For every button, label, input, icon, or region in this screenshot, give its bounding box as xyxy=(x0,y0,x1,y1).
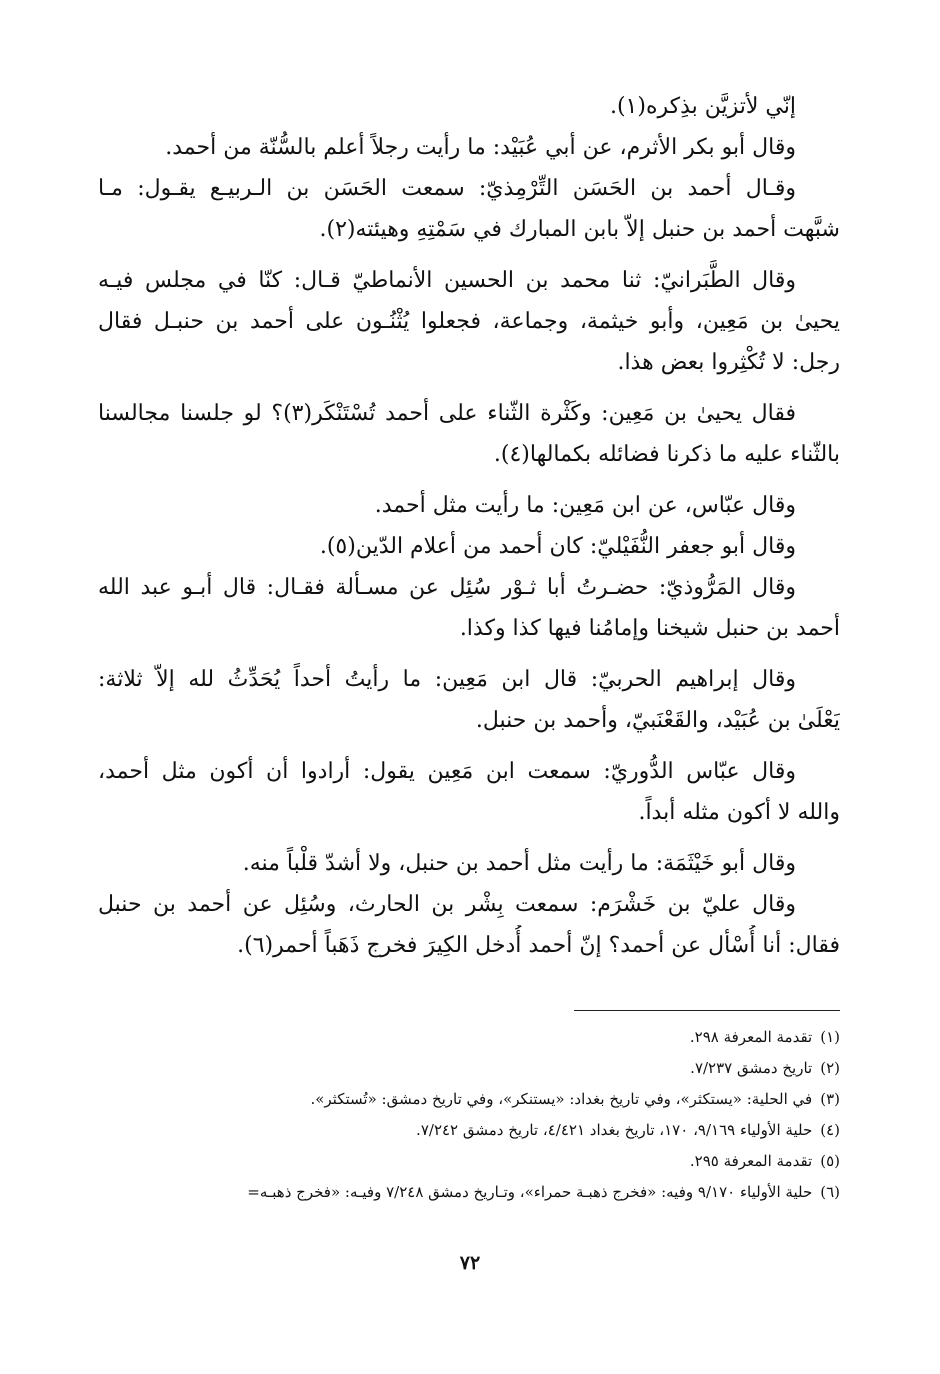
footnote xyxy=(98,1146,840,1177)
paragraph xyxy=(98,86,840,127)
text-line: إنّي لأتزيَّن بذِكره(١). xyxy=(609,94,796,119)
footnote xyxy=(98,1022,840,1053)
paragraph xyxy=(98,884,840,966)
paragraph xyxy=(98,751,840,833)
footnote xyxy=(98,1084,840,1115)
paragraph xyxy=(98,567,840,649)
text-line: والله لا أكون مثله أبداً. xyxy=(638,800,840,825)
footnote xyxy=(98,1115,840,1146)
footnote-text: حلية الأولياء ٩/١٧٠ وفيه: «فخرج ذهبـة حمراء»، وتـاريخ دمشق ٧/٢٤٨ وفيـه: «فخرج ذهبـه= xyxy=(247,1183,813,1201)
footnote-text: تقدمة المعرفة ٢٩٥. xyxy=(689,1152,813,1170)
footnote-text: حلية الأولياء ٩/١٦٩، ١٧٠، تاريخ بغداد ٤/٤٢١، تاريخ دمشق ٧/٢٤٢. xyxy=(416,1121,813,1139)
main-text xyxy=(98,86,840,966)
footnote-text: في الحلية: «يستكثر»، وفي تاريخ بغداد: «يستنكر»، وفي تاريخ دمشق: «تُستكثر». xyxy=(310,1090,813,1108)
text-line: وقال عبّاس الدُّوريّ: سمعت ابن مَعِين يقول: أرادوا أن أكون مثل أحمد، xyxy=(98,759,796,784)
text-line: يحيىٰ بن مَعِين، وأبو خيثمة، وجماعة، فجعلوا يُثْنُـون على أحمد بن حنبـل فقال xyxy=(98,309,840,334)
footnote-divider xyxy=(574,1010,840,1011)
text-line: فقال: أنا أُسْأل عن أحمد؟ إنّ أحمد أُدخل الكِيرَ فخرج ذَهَباً أحمر(٦). xyxy=(237,933,840,958)
text-line: وقال عليّ بن خَشْرَم: سمعت بِشْر بن الحارث، وسُئِل عن أحمد بن حنبل xyxy=(98,892,796,917)
text-line: يَعْلَىٰ بن عُبَيْد، والقَعْنَبيّ، وأحمد بن حنبل. xyxy=(475,708,840,733)
paragraph xyxy=(98,659,840,741)
text-line: وقال إبراهيم الحربيّ: قال ابن مَعِين: ما رأيتُ أحداً يُحَدِّثُ لله إلاّ ثلاثة: xyxy=(98,667,796,692)
footnote-number: (٤) xyxy=(820,1121,840,1139)
text-line: وقال أبو جعفر النُّفَيْليّ: كان أحمد من أعلام الدّين(٥). xyxy=(319,534,796,559)
paragraph xyxy=(98,127,840,168)
paragraph xyxy=(98,393,840,475)
paragraph xyxy=(98,526,840,567)
text-line: بالثّناء عليه ما ذكرنا فضائله بكمالها(٤). xyxy=(493,442,840,467)
text-line: رجل: لا تُكْثِروا بعض هذا. xyxy=(617,350,840,375)
text-line: وقال أبو خَيْثَمَة: ما رأيت مثل أحمد بن حنبل، ولا أشدّ قلْباً منه. xyxy=(242,851,796,876)
text-line: فقال يحيىٰ بن مَعِين: وكَثْرة الثّناء على أحمد تُسْتَنْكَر(٣)؟ لو جلسنا مجالسنا xyxy=(98,401,796,426)
text-line: وقال عبّاس، عن ابن مَعِين: ما رأيت مثل أحمد. xyxy=(374,493,796,518)
paragraph xyxy=(98,485,840,526)
text-line: شبَّهت أحمد بن حنبل إلاّ بابن المبارك في سَمْتِهِ وهيئته(٢). xyxy=(319,217,840,242)
page-number: ٧٢ xyxy=(459,1252,481,1274)
footnote xyxy=(98,1177,840,1208)
footnote-number: (٢) xyxy=(820,1059,840,1077)
text-line: وقال المَرُّوذيّ: حضـرتُ أبا ثـوْر سُئِل عن مسـألة فقـال: قال أبـو عبد الله xyxy=(98,575,796,600)
paragraph xyxy=(98,843,840,884)
text-line: وقال الطَّبَرانيّ: ثنا محمد بن الحسين الأنماطيّ قـال: كنّا في مجلس فيـه xyxy=(98,268,796,293)
text-line: وقال أبو بكر الأثرم، عن أبي عُبَيْد: ما رأيت رجلاً أعلم بالسُّنّة من أحمد. xyxy=(165,135,796,160)
footnotes xyxy=(98,1022,840,1208)
text-line: أحمد بن حنبل شيخنا وإمامُنا فيها كذا وكذا. xyxy=(459,616,840,641)
footnote xyxy=(98,1053,840,1084)
paragraph xyxy=(98,260,840,383)
footnote-number: (٥) xyxy=(820,1152,840,1170)
footnote-text: تقدمة المعرفة ٢٩٨. xyxy=(689,1028,813,1046)
footnote-number: (٣) xyxy=(820,1090,840,1108)
paragraph xyxy=(98,168,840,250)
footnote-text: تاريخ دمشق ٧/٢٣٧. xyxy=(690,1059,813,1077)
footnote-number: (٦) xyxy=(820,1183,840,1201)
text-line: وقـال أحمد بن الحَسَن التِّرْمِذيّ: سمعت الحَسَن بن الـربيـع يقـول: مـا xyxy=(98,176,796,201)
footnote-number: (١) xyxy=(820,1028,840,1046)
